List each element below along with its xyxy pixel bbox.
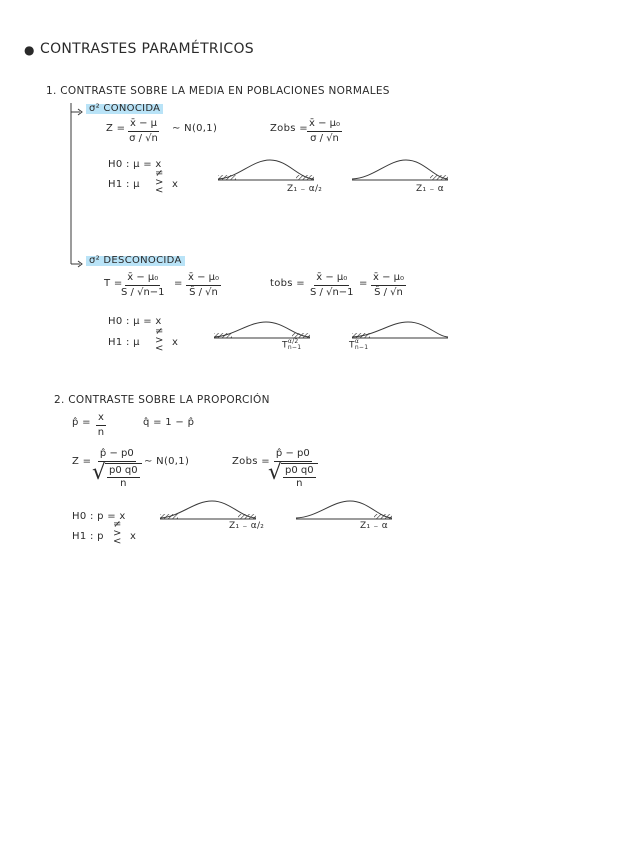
crit-t2-sub: n−1	[354, 344, 369, 351]
known-variance-label: σ² CONOCIDA	[86, 104, 163, 114]
zobs-prop-rad-denominator: n	[296, 478, 303, 489]
t-numerator-1: x̄ − μ₀	[125, 272, 160, 286]
section-2-title: 2. CONTRASTE SOBRE LA PROPORCIÓN	[54, 394, 270, 406]
zobs-numerator: x̄ − μ₀	[307, 118, 342, 132]
t-equals: =	[174, 278, 183, 289]
z-fraction	[128, 118, 159, 144]
tobs-denominator-2: Ŝ / √n	[374, 286, 403, 298]
tobs-numerator-2: x̄ − μ₀	[371, 272, 406, 286]
z-numerator: x̄ − μ	[128, 118, 159, 132]
title-bullet: ●	[24, 43, 35, 57]
crit-z-alpha-known: Z₁ ₋ α	[416, 184, 444, 194]
p-hat-denominator: n	[97, 426, 105, 438]
z-prop-rad-denominator: n	[120, 478, 127, 489]
zobs-prop-numerator: p̂ − p0	[274, 448, 312, 462]
t-fraction-1	[121, 272, 165, 298]
z-prop-lhs: Z =	[72, 456, 92, 467]
section-1-title: 1. CONTRASTE SOBRE LA MEDIA EN POBLACIONES NORMALES	[46, 85, 390, 97]
h0-unknown: H0 : μ = x	[108, 316, 162, 327]
h0-proportion: H0 : p = x	[72, 511, 126, 522]
relation-gt: >	[155, 176, 164, 188]
z-prop-distribution: ∼ N(0,1)	[144, 456, 190, 467]
relation-lt: <	[155, 185, 164, 196]
tobs-lhs: tobs =	[270, 278, 305, 289]
z-prop-numerator: p̂ − p0	[98, 448, 136, 462]
tobs-numerator-1: x̄ − μ₀	[314, 272, 349, 286]
t-lhs: T =	[104, 278, 123, 289]
q-hat-definition: q̂ = 1 − p̂	[143, 417, 195, 428]
relation-stack-known	[155, 170, 163, 196]
zobs-fraction	[307, 118, 342, 144]
relation-neq: ≠	[155, 326, 164, 337]
relation-gt: >	[113, 527, 122, 539]
tobs-fraction-2	[371, 272, 406, 298]
h1-unknown-value: x	[172, 337, 179, 348]
crit-t2-sup: α	[354, 338, 360, 345]
h0-known: H0 : μ = x	[108, 159, 162, 170]
h1-proportion-value: x	[130, 531, 137, 542]
p-hat-numerator: x	[96, 412, 106, 426]
unknown-variance-label: σ² DESCONOCIDA	[86, 256, 185, 266]
p-hat-lhs: p̂ =	[72, 417, 91, 428]
relation-stack-proportion	[113, 521, 121, 547]
zobs-denominator: σ / √n	[310, 132, 339, 144]
crit-t-base: T	[282, 340, 288, 351]
zobs-prop-fraction: p̂ − p0 √ $\frac{p0 q0}{n}$	[268, 448, 318, 490]
crit-z-alpha-half-prop: Z₁ ₋ α/₂	[229, 521, 265, 531]
t-numerator-2: x̄ − μ₀	[186, 272, 221, 286]
tobs-denominator-1: S / √n−1	[310, 286, 354, 298]
h1-known-value: x	[172, 179, 179, 190]
crit-t-sup: α/2	[287, 338, 299, 345]
relation-lt: <	[155, 343, 164, 354]
crit-t-alpha	[349, 339, 368, 351]
relation-stack-unknown	[155, 328, 163, 354]
crit-t-alpha-half	[282, 339, 301, 351]
t-denominator-2: Ŝ / √n	[189, 286, 218, 298]
relation-neq: ≠	[155, 168, 164, 179]
crit-z-alpha-prop: Z₁ ₋ α	[360, 521, 388, 531]
t-denominator-1: S / √n−1	[121, 286, 165, 298]
relation-gt: >	[155, 334, 164, 346]
page-title: CONTRASTES PARAMÉTRICOS	[40, 41, 254, 57]
tobs-equals: =	[359, 278, 368, 289]
zobs-lhs: Zobs =	[270, 123, 308, 134]
t-fraction-2	[186, 272, 221, 298]
tobs-fraction-1	[310, 272, 354, 298]
h1-known: H1 : μ	[108, 179, 140, 190]
z-denominator: σ / √n	[129, 132, 158, 144]
zobs-prop-lhs: Zobs =	[232, 456, 270, 467]
z-distribution: ∼ N(0,1)	[172, 123, 218, 134]
relation-neq: ≠	[113, 519, 122, 530]
crit-z-alpha-half-known: Z₁ ₋ α/₂	[287, 184, 323, 194]
crit-t2-base: T	[349, 340, 355, 351]
zobs-prop-rad-numerator: p0 q0	[283, 464, 316, 479]
h1-proportion: H1 : p	[72, 531, 104, 542]
z-lhs: Z =	[106, 123, 126, 134]
crit-t-sub: n−1	[287, 344, 302, 351]
z-prop-fraction: p̂ − p0 √ $\frac{p0 q0}{n}$	[92, 448, 142, 490]
z-prop-rad-numerator: p0 q0	[107, 464, 140, 479]
p-hat-fraction	[96, 412, 106, 438]
h1-unknown: H1 : μ	[108, 337, 140, 348]
relation-lt: <	[113, 536, 122, 547]
